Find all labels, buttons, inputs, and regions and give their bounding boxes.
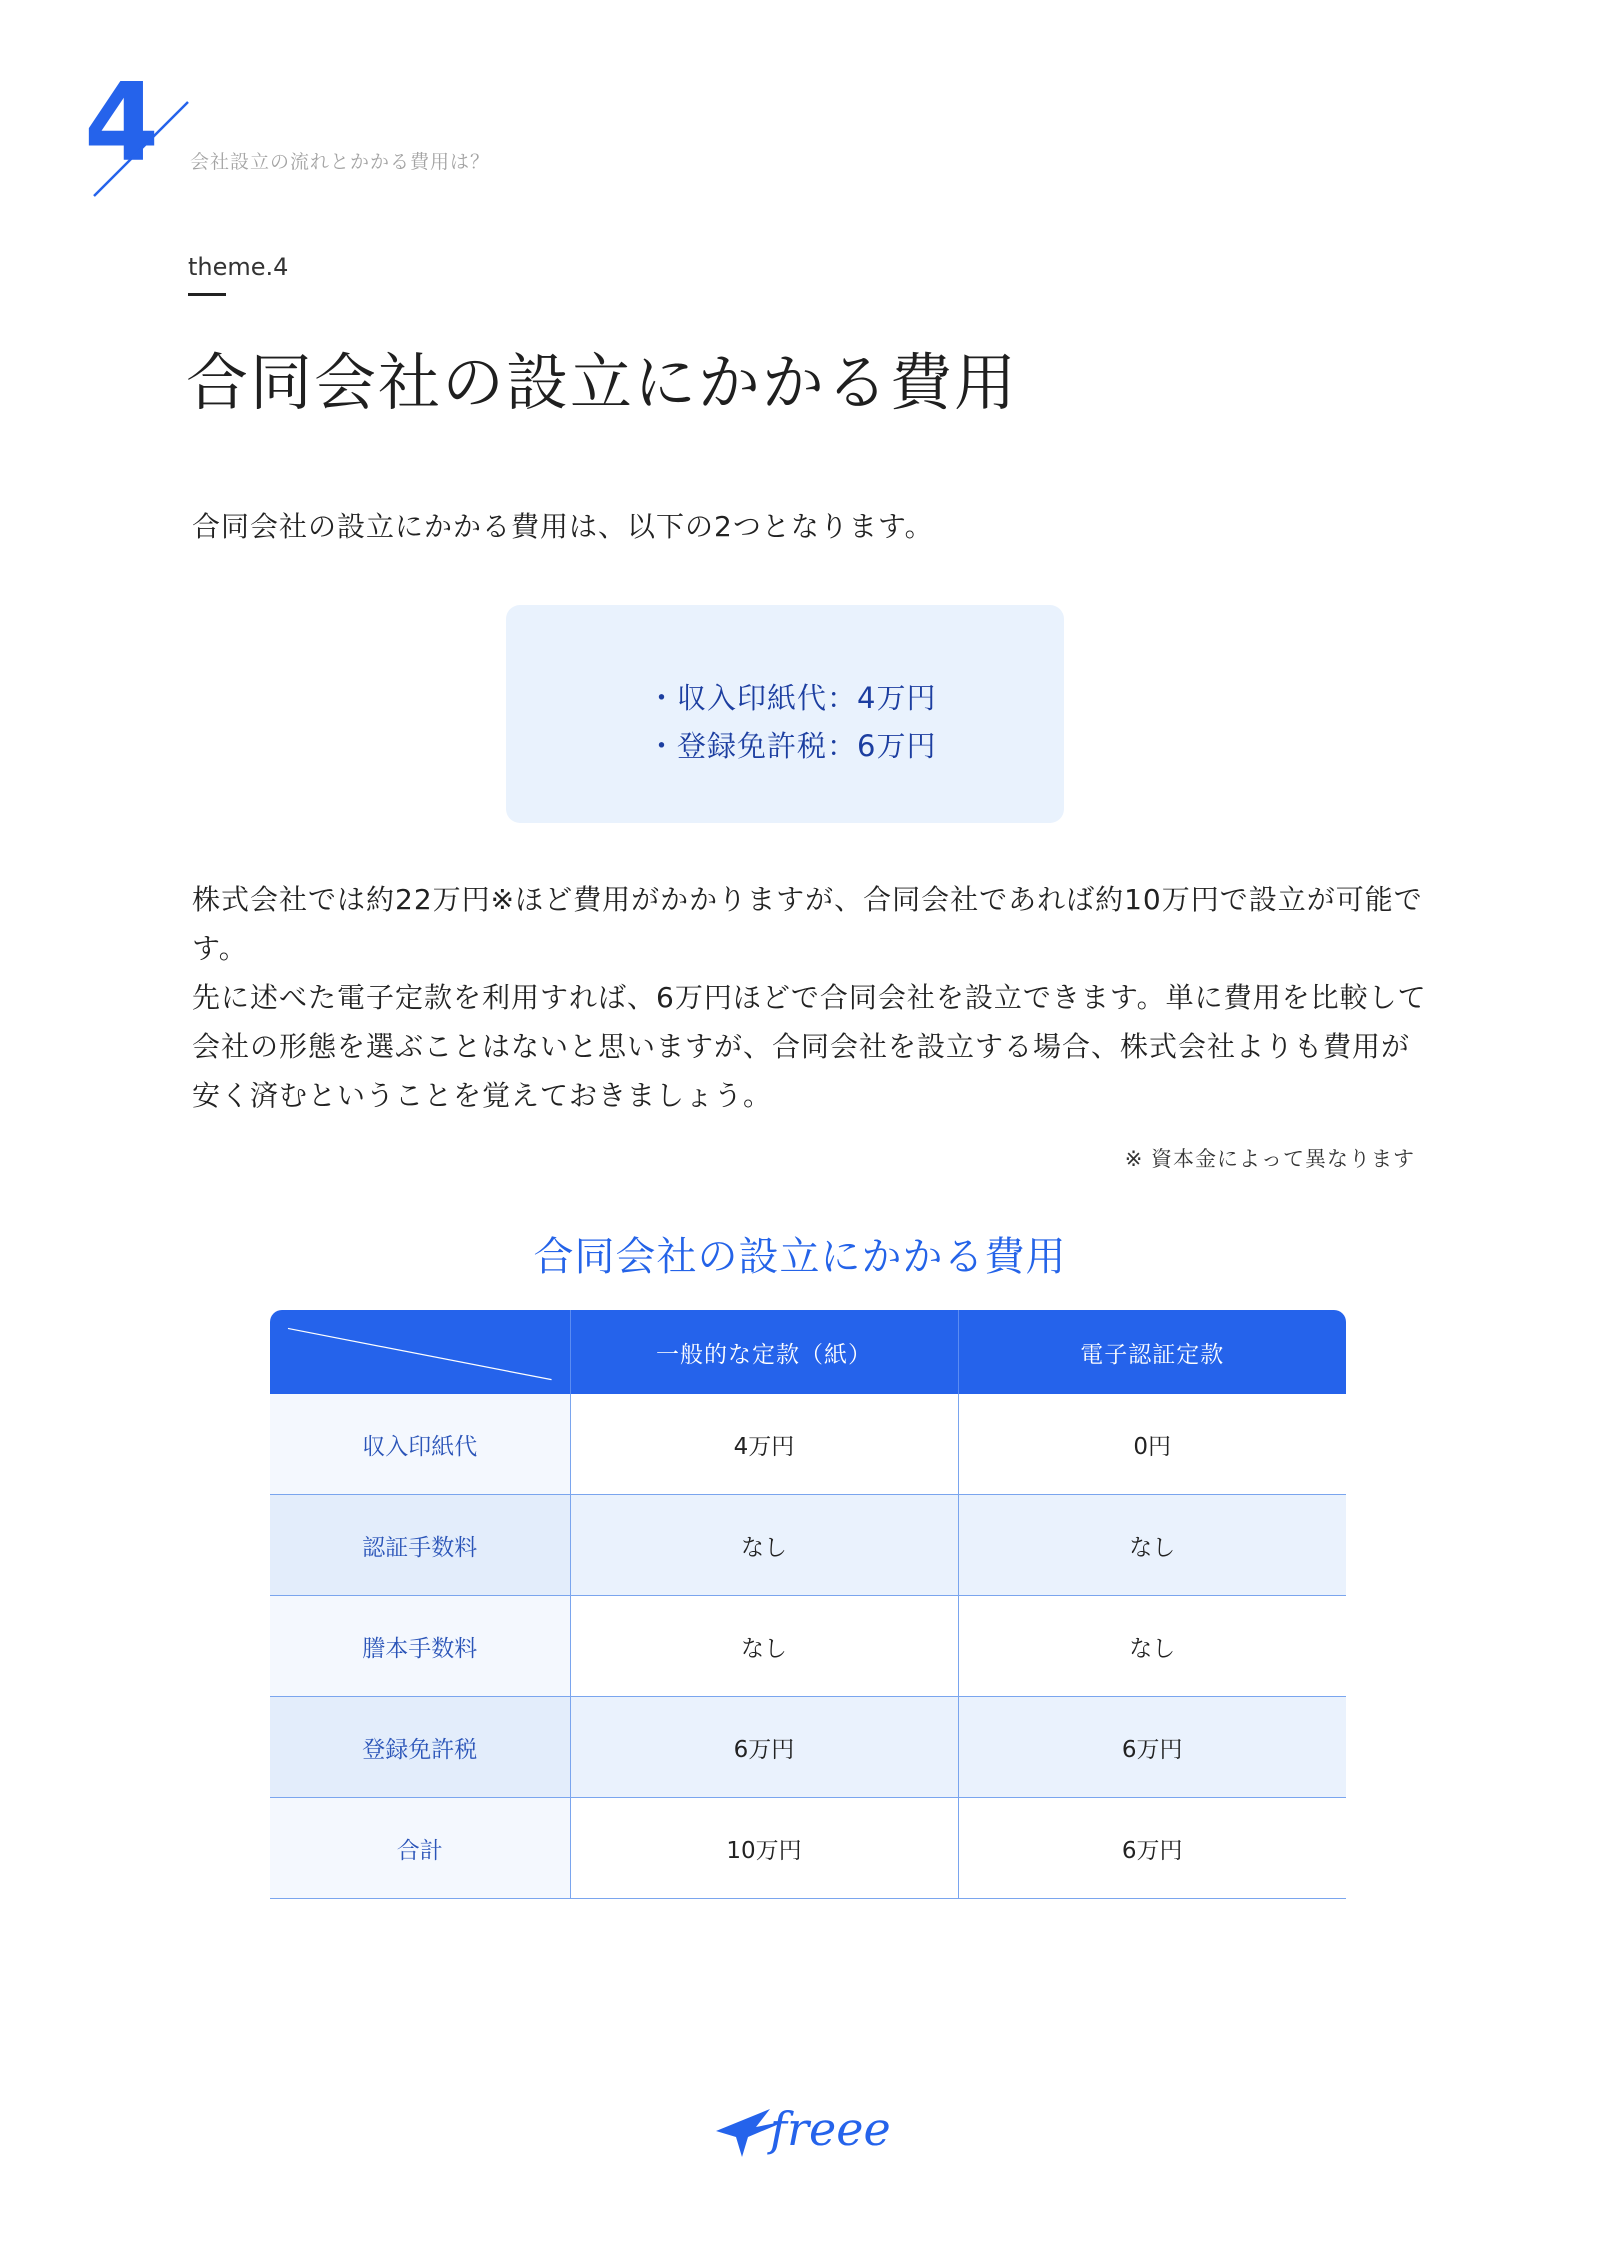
theme-label: theme.4 bbox=[188, 253, 289, 281]
chapter-number: 4 bbox=[84, 68, 160, 186]
row-label: 謄本手数料 bbox=[270, 1596, 570, 1697]
table-title: 合同会社の設立にかかる費用 bbox=[533, 1234, 1067, 1280]
summary-item-stamp: ・収入印紙代：4万円 bbox=[647, 681, 937, 715]
table-row bbox=[270, 1394, 1346, 1495]
body-paragraph-2: 先に述べた電子定款を利用すれば、6万円ほどで合同会社を設立できます。単に費用を比較して会社の形態を選ぶことはないと思いますが、合同会社を設立する場合、株式会社よりも費用が安く済むということを覚えておきましょう。 bbox=[192, 981, 1427, 1112]
chapter-caption: 会社設立の流れとかかる費用は？ bbox=[190, 151, 491, 173]
cell-electronic: 6万円 bbox=[958, 1798, 1346, 1899]
chapter-number-mark bbox=[80, 68, 200, 208]
cell-electronic: 0円 bbox=[958, 1394, 1346, 1495]
row-label: 合計 bbox=[270, 1798, 570, 1899]
cell-paper: なし bbox=[570, 1495, 958, 1596]
row-label: 収入印紙代 bbox=[270, 1394, 570, 1495]
body-text bbox=[192, 875, 1432, 1120]
header-corner-cell bbox=[270, 1310, 570, 1394]
table-row bbox=[270, 1495, 1346, 1596]
cell-electronic: なし bbox=[958, 1596, 1346, 1697]
theme-divider bbox=[188, 293, 226, 296]
table-header-row bbox=[270, 1310, 1346, 1394]
logo-text: freee bbox=[770, 2102, 891, 2156]
row-label: 登録免許税 bbox=[270, 1697, 570, 1798]
cell-paper: なし bbox=[570, 1596, 958, 1697]
table-row bbox=[270, 1697, 1346, 1798]
row-label: 認証手数料 bbox=[270, 1495, 570, 1596]
intro-text: 合同会社の設立にかかる費用は、以下の2つとなります。 bbox=[192, 510, 934, 543]
summary-box bbox=[506, 605, 1064, 823]
header-paper-articles: 一般的な定款（紙） bbox=[570, 1310, 958, 1394]
cost-table bbox=[270, 1310, 1346, 1899]
cell-electronic: 6万円 bbox=[958, 1697, 1346, 1798]
diagonal-line bbox=[270, 1310, 570, 1394]
footnote: ※ 資本金によって異なります bbox=[1124, 1147, 1415, 1171]
cell-paper: 10万円 bbox=[570, 1798, 958, 1899]
page-title: 合同会社の設立にかかる費用 bbox=[186, 346, 1019, 419]
body-paragraph-1: 株式会社では約22万円※ほど費用がかかりますが、合同会社であれば約10万円で設立が可能です。 bbox=[192, 883, 1423, 965]
header-electronic-articles: 電子認証定款 bbox=[958, 1310, 1346, 1394]
freee-logo bbox=[708, 2083, 908, 2173]
table-row bbox=[270, 1798, 1346, 1899]
cell-electronic: なし bbox=[958, 1495, 1346, 1596]
cell-paper: 6万円 bbox=[570, 1697, 958, 1798]
table-row bbox=[270, 1596, 1346, 1697]
cell-paper: 4万円 bbox=[570, 1394, 958, 1495]
summary-item-registration-tax: ・登録免許税：6万円 bbox=[647, 729, 937, 763]
